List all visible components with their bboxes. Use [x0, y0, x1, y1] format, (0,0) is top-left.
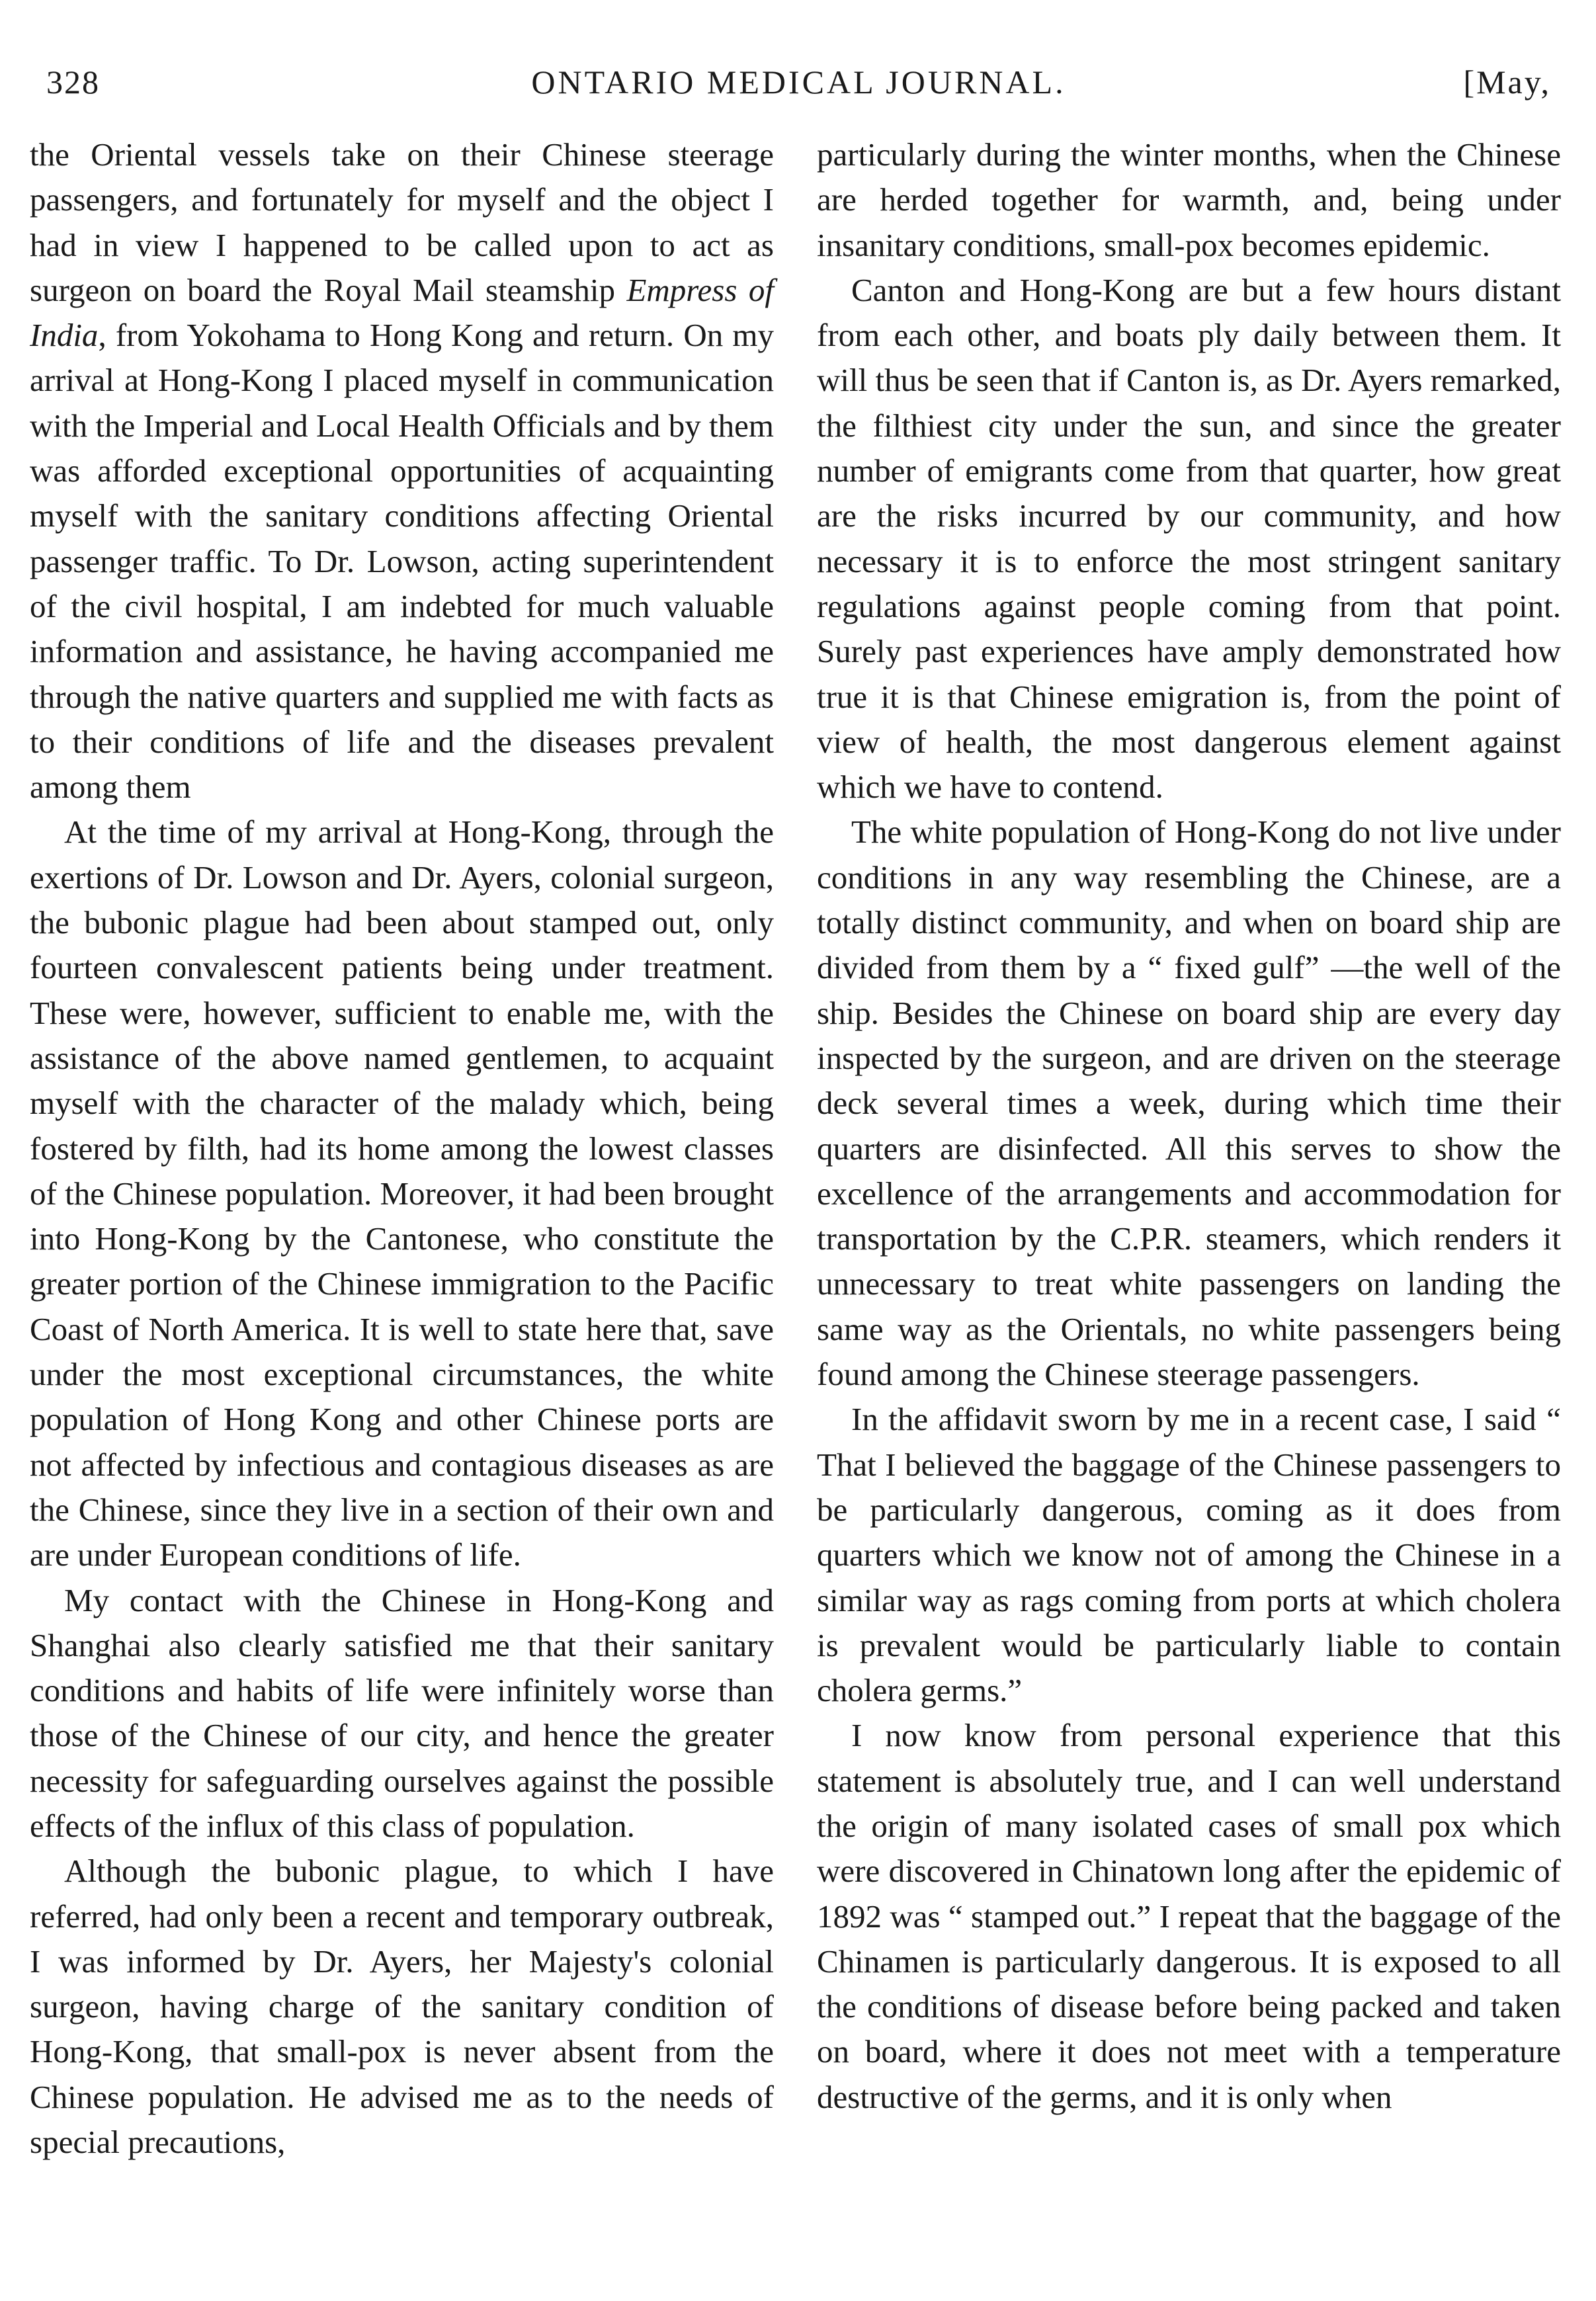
- left-paragraph-3: My contact with the Chinese in Hong-Kong and Shanghai also clearly satisfied me that their sanitary conditions and habits of life were infinitely worse than those of the Chinese of our city, and hence the greater necessity for safeguarding ourselves against the possible effects of the influx of this class of population.: [30, 1581, 774, 1844]
- right-column: [817, 132, 1561, 2120]
- right-paragraph-4: In the affidavit sworn by me in a recent case, I said “ That I believed the baggage of the Chinese passengers to be particularly dangerous, coming as it does from quarters which we know not of among the Chinese in a similar way as rags coming from ports at which cholera is prevalent would be particularly liable to contain cholera germs.”: [817, 1401, 1561, 1709]
- right-paragraph-3: The white population of Hong-Kong do not live under conditions in any way resembling the Chinese, are a totally distinct community, and when on board ship are divided from them by a “ fixed gulf” —the well of the ship. Besides the Chinese on board ship are every day inspected by the surgeon, and are driven on the steerage deck several times a week, during which time their quarters are disinfected. All this serves to show the excellence of the arrangements and accommodation for transportation by the C.P.R. steamers, which renders it unnecessary to treat white passengers on landing the same way as the Orientals, no white passengers being found among the Chinese steerage passengers.: [817, 814, 1561, 1393]
- ship-name: Empress of India: [30, 271, 774, 354]
- right-paragraph-1: particularly during the winter months, when the Chinese are herded together for warmth, and, being under insanitary conditions, small-pox becomes epidemic.: [817, 136, 1561, 263]
- running-header: [46, 63, 1551, 122]
- left-paragraph-4: Although the bubonic plague, to which I have referred, had only been a recent and temporary outbreak, I was informed by Dr. Ayers, her Majesty's colonial surgeon, having charge of the sanitary condition of Hong-Kong, that small-pox is never absent from the Chinese population. He advised me as to the needs of special precautions,: [30, 1853, 774, 2161]
- journal-title: ONTARIO MEDICAL JOURNAL.: [531, 63, 1066, 101]
- right-paragraph-2: Canton and Hong-Kong are but a few hours distant from each other, and boats ply daily between them. It will thus be seen that if Canton is, as Dr. Ayers remarked, the filthiest city under the sun, and since the greater number of emigrants come from that quarter, how great are the risks incurred by our community, and how necessary it is to enforce the most stringent sanitary regulations against people coming from that point. Surely past experiences have amply demonstrated how true it is that Chinese emigration is, from the point of view of health, the most dangerous element against which we have to contend.: [817, 271, 1561, 806]
- left-p1-text-b: , from Yokohama to Hong Kong and return. On my arrival at Hong-Kong I placed myself in communication with the Imperial and Local Health Officials and by them was afforded exceptional opportunities of acquainting myself with the sanitary conditions affecting Oriental passenger traffic. To Dr. Lowson, acting superintendent of the civil hospital, I am indebted for much valuable information and assistance, he having accompanied me through the native quarters and supplied me with facts as to their conditions of life and the diseases prevalent among them: [30, 317, 774, 806]
- issue-month: [May,: [1463, 63, 1551, 101]
- left-paragraph-2: At the time of my arrival at Hong-Kong, through the exertions of Dr. Lowson and Dr. Ayers, colonial surgeon, the bubonic plague had been about stamped out, only fourteen convalescent patients being under treatment. These were, however, sufficient to enable me, with the assistance of the above named gentlemen, to acquaint myself with the character of the malady which, being fostered by filth, had its home among the lowest classes of the Chinese population. Moreover, it had been brought into Hong-Kong by the Cantonese, who constitute the greater portion of the Chinese immigration to the Pacific Coast of North America. It is well to state here that, save under the most exceptional circumstances, the white population of Hong Kong and other Chinese ports are not affected by infectious and contagious diseases as are the Chinese, since they live in a section of their own and are under European conditions of life.: [30, 814, 774, 1573]
- left-paragraph-1: [30, 132, 774, 810]
- left-p1-text-a: the Oriental vessels take on their Chinese steerage passengers, and fortunately for myself and the object I had in view I happened to be called upon to act as surgeon on board the Royal Mail steamship: [30, 136, 774, 308]
- page-number: 328: [46, 63, 100, 101]
- left-column: [30, 132, 774, 2165]
- right-paragraph-5: I now know from personal experience that this statement is absolutely true, and I can well understand the origin of many isolated cases of small pox which were discovered in Chinatown long after the epidemic of 1892 was “ stamped out.” I repeat that the baggage of the Chinamen is particularly dangerous. It is exposed to all the conditions of disease before being packed and taken on board, where it does not meet with a temperature destructive of the germs, and it is only when: [817, 1717, 1561, 2115]
